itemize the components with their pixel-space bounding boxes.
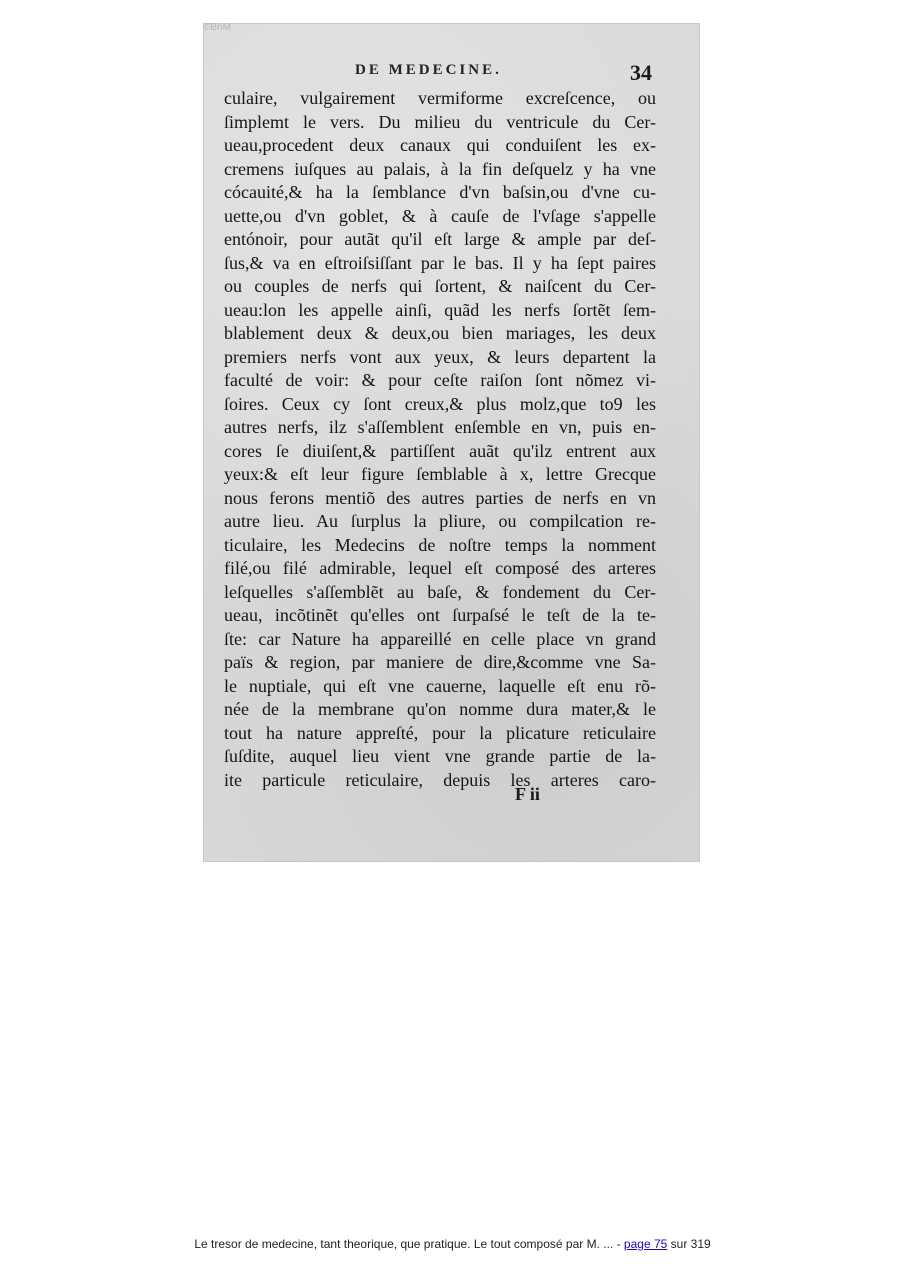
text-line: autre lieu. Au ſurplus la pliure, ou compilcation re- <box>224 511 656 531</box>
text-line: leſquelles s'aſſemblẽt au baſe, & fondement du Cer- <box>224 581 656 602</box>
text-line: uette,ou d'vn goblet, & à cauſe de l'vſage s'appelle <box>224 205 656 226</box>
signature-mark: F ii <box>515 784 540 804</box>
text-line: ſoires. Ceux cy ſont creux,& plus molz,que to9 les <box>224 393 656 414</box>
text-line: blablement deux & deux,ou bien mariages, les deux <box>224 323 656 343</box>
text-line: yeux:& eſt leur figure ſemblable à x, lettre Grecque <box>224 464 656 484</box>
running-head: DE MEDECINE. <box>355 62 502 78</box>
text-line: cores ſe diuiſent,& partiſſent auãt qu'ilz entrent aux <box>224 440 656 461</box>
text-line: faculté de voir: & pour ceſte raiſon ſont nõmez vi- <box>224 370 656 390</box>
text-line: ſuſdite, auquel lieu vient vne grande partie de la- <box>224 746 656 766</box>
text-line: culaire, vulgairement vermiforme excreſcence, ou <box>224 88 656 108</box>
page-text <box>224 87 656 792</box>
text-line: autres nerfs, ilz s'aſſemblent enſemble en vn, puis en- <box>224 417 656 437</box>
text-line: païs & region, par maniere de dire,&comme vne Sa- <box>224 652 656 672</box>
watermark: ©BnM <box>203 22 231 33</box>
text-line: filé,ou filé admirable, lequel eſt composé des arteres <box>224 558 656 578</box>
text-line: ſte: car Nature ha appareillé en celle place vn grand <box>224 628 656 649</box>
text-line: premiers nerfs vont aux yeux, & leurs departent la <box>224 346 656 367</box>
text-line: tout ha nature appreſté, pour la plicature reticulaire <box>224 722 656 743</box>
page-number: 34 <box>630 60 652 85</box>
text-line: ou couples de nerfs qui ſortent, & naiſcent du Cer- <box>224 276 656 296</box>
page-footer <box>0 1237 905 1251</box>
text-line: née de la membrane qu'on nomme dura mater,& le <box>224 699 656 719</box>
text-line: cócauité,& ha la ſemblance d'vn baſsin,ou d'vne cu- <box>224 182 656 202</box>
text-line: ticulaire, les Medecins de noſtre temps la nomment <box>224 534 656 555</box>
text-line: nous ferons mentiõ des autres parties de nerfs en vn <box>224 487 656 508</box>
text-line: le nuptiale, qui eſt vne cauerne, laquelle eſt enu rõ- <box>224 675 656 696</box>
text-line: entónoir, pour autãt qu'il eſt large & ample par deſ- <box>224 229 656 249</box>
text-line: ueau,procedent deux canaux qui conduiſent les ex- <box>224 135 656 155</box>
page-total: sur 319 <box>667 1237 711 1251</box>
footer-separator: - <box>613 1237 624 1251</box>
text-line: ſus,& va en eſtroiſsiſſant par le bas. Il y ha ſept paires <box>224 252 656 273</box>
page-link[interactable]: page 75 <box>623 1237 668 1251</box>
text-line: ſimplemt le vers. Du milieu du ventricule du Cer- <box>224 111 656 132</box>
text-line: ite particule reticulaire, depuis les arteres caro- <box>224 769 656 790</box>
text-line: ueau, incõtinẽt qu'elles ont ſurpaſsé le teſt de la te- <box>224 605 656 625</box>
text-line: ueau:lon les appelle ainſi, quãd les nerfs ſortẽt ſem- <box>224 299 656 320</box>
document-title: Le tresor de medecine, tant theorique, que pratique. Le tout composé par M. ... <box>194 1237 614 1251</box>
text-line: cremens iuſques au palais, à la fin deſquelz y ha vne <box>224 158 656 179</box>
